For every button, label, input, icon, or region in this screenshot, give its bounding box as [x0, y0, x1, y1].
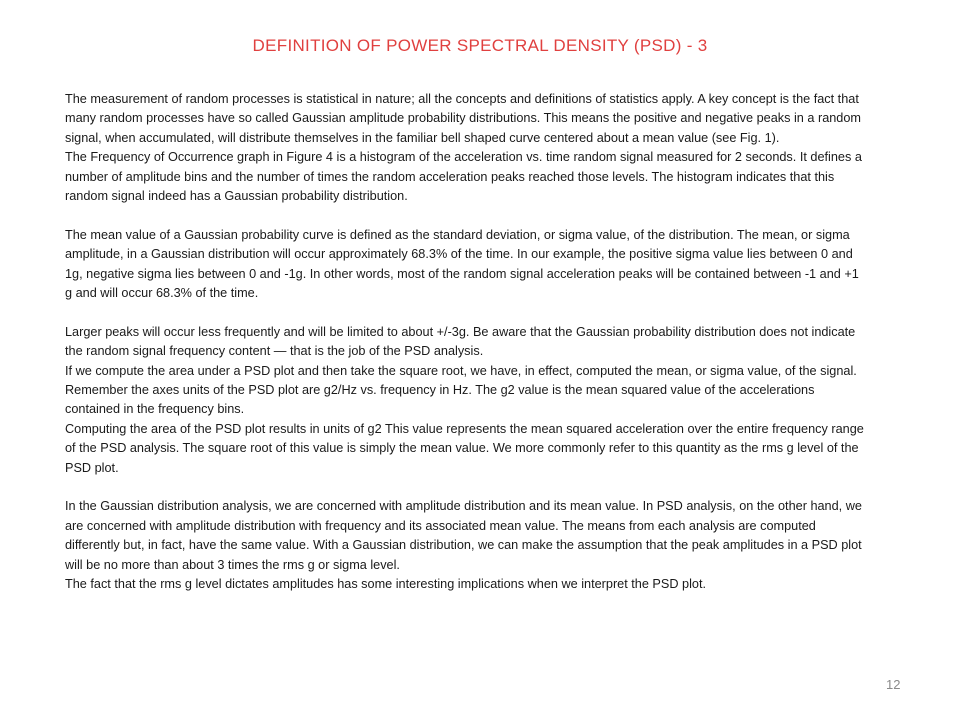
- paragraph-2: The Frequency of Occurrence graph in Figure 4 is a histogram of the acceleration vs. time random signal measured for 2 seconds. It defines a number of amplitude bins and the number of times the random acceleration peaks reached those levels. The histogram indicates that this random signal indeed has a Gaussian probability distribution.: [65, 150, 862, 204]
- paragraph-5: If we compute the area under a PSD plot and then take the square root, we have, in effect, computed the mean, or sigma value, of the signal. Remember the axes units of the PSD plot are g2/Hz vs. frequency in Hz. The g2 value is the mean squared value of the accelerations contained in the frequency bins.: [65, 363, 857, 417]
- paragraph-spacer: [65, 303, 865, 322]
- paragraph-4: Larger peaks will occur less frequently and will be limited to about +/-3g. Be aware that the Gaussian probability distribution does not indicate the random signal frequency content — that is the job of the PSD analysis.: [65, 324, 856, 359]
- paragraph-8: The fact that the rms g level dictates amplitudes has some interesting implications when we interpret the PSD plot.: [65, 577, 707, 592]
- paragraph-6: Computing the area of the PSD plot results in units of g2 This value represents the mean squared acceleration over the entire frequency range of the PSD analysis. The square root of this value is simply the mean value. We more commonly refer to this quantity as the rms g level of the PSD plot.: [65, 421, 864, 475]
- paragraph-1: The measurement of random processes is statistical in nature; all the concepts and definitions of statistics apply. A key concept is the fact that many random processes have so called Gaussian amplitude probability distributions. This means the positive and negative peaks in a random signal, when accumulated, will distribute themselves in the familiar bell shaped curve centered about a mean value (see Fig. 1).: [65, 92, 861, 145]
- slide-title: DEFINITION OF POWER SPECTRAL DENSITY (PSD) - 3: [252, 36, 708, 55]
- paragraph-3: The mean value of a Gaussian probability curve is defined as the standard deviation, or sigma value, of the distribution. The mean, or sigma amplitude, in a Gaussian distribution will occur approximately 68.3% of the time. In our example, the positive sigma value lies between 0 and 1g, negative sigma lies between 0 and -1g. In other words, most of the random signal acceleration peaks will be contained between -1 and +1 g and will occur 68.3% of the time.: [65, 227, 859, 301]
- body-text: [65, 90, 865, 595]
- paragraph-spacer: [65, 206, 865, 225]
- paragraph-spacer: [65, 478, 865, 497]
- paragraph-7: In the Gaussian distribution analysis, we are concerned with amplitude distribution and its mean value. In PSD analysis, on the other hand, we are concerned with amplitude distribution with frequency and its associated mean value. The means from each analysis are computed differently but, in fact, have the same value. With a Gaussian distribution, we can make the assumption that the peak amplitudes in a PSD plot will be no more than about 3 times the rms g or sigma level.: [65, 499, 862, 572]
- page-number: 12: [886, 677, 901, 692]
